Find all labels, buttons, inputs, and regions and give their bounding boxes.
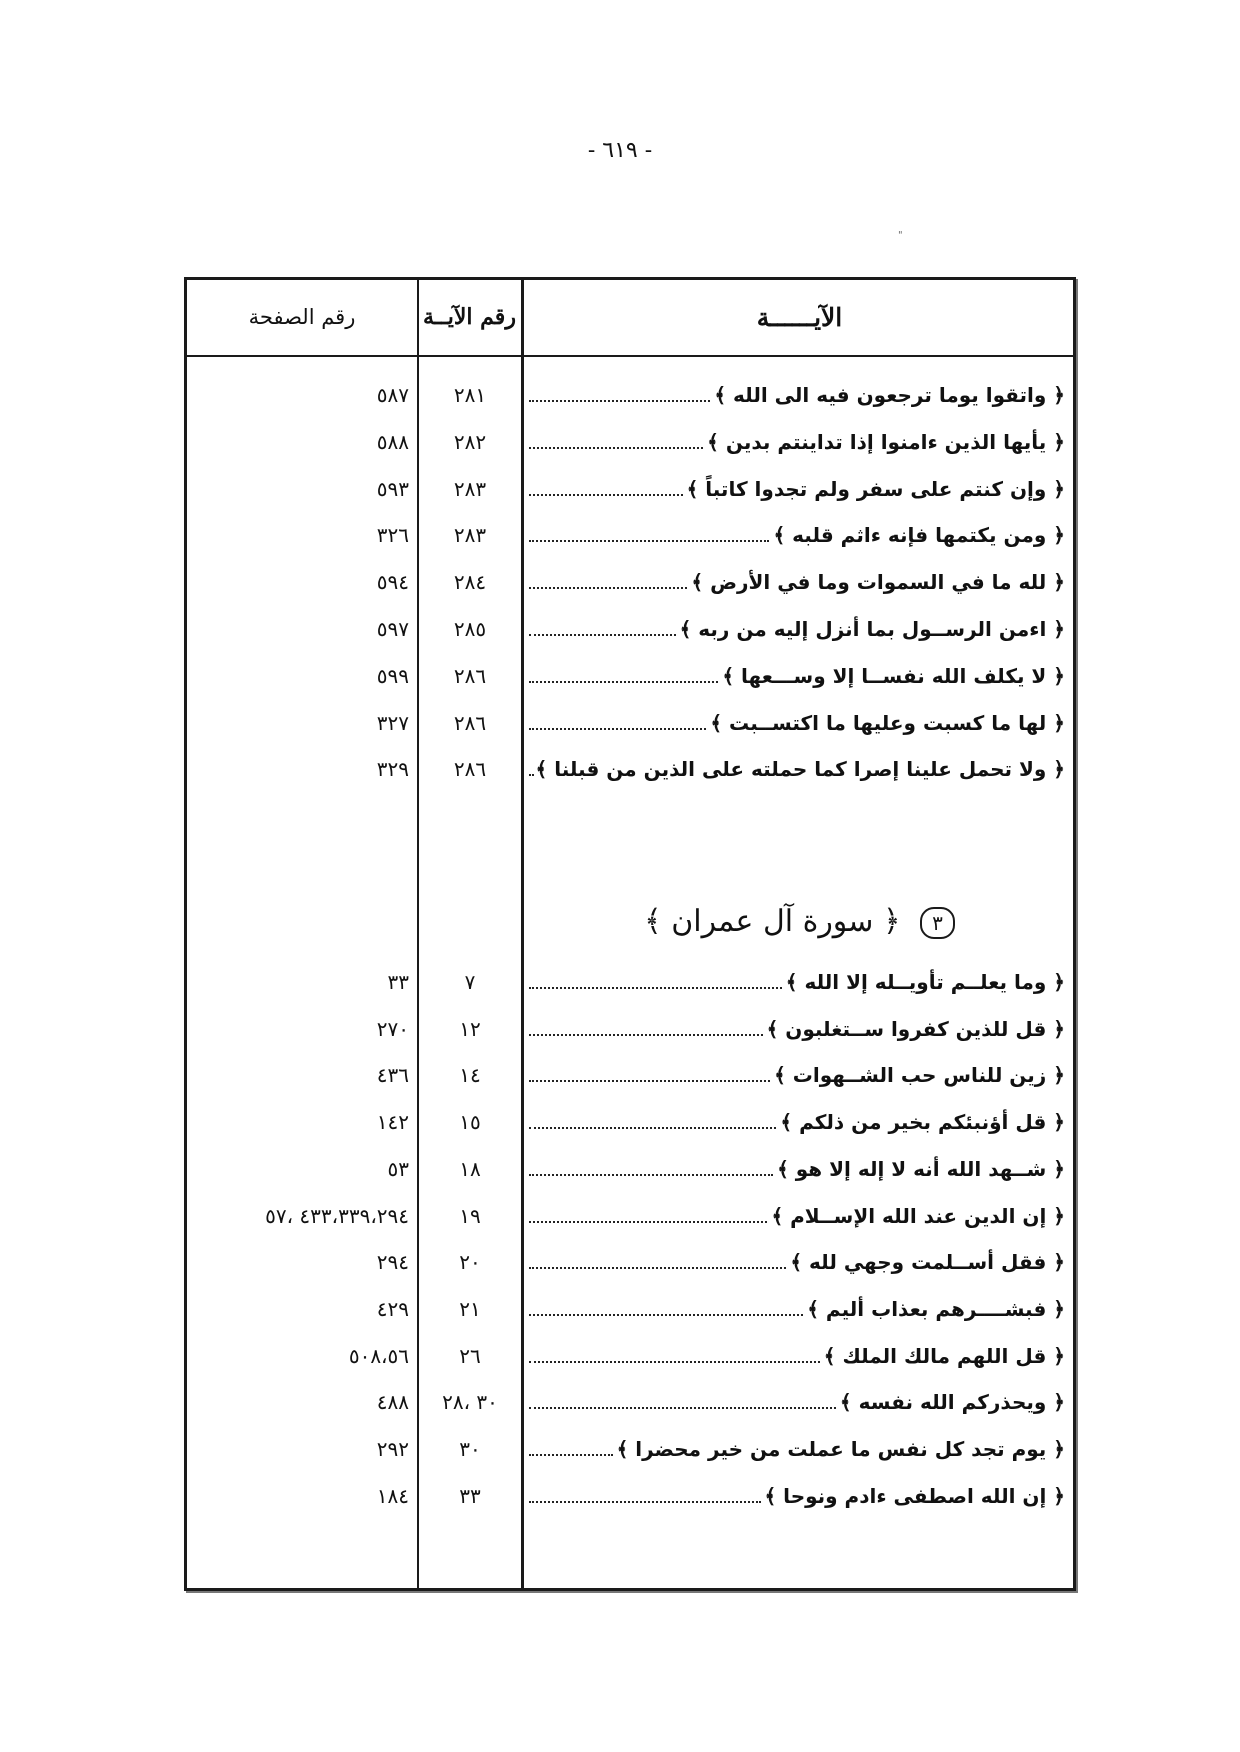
- ayah-number-cell: ١٩: [459, 1203, 481, 1228]
- page-number-cell: ٥٩٤: [376, 570, 409, 595]
- table-row: [187, 1194, 1073, 1238]
- ayah-number-cell: ٢٠: [459, 1250, 481, 1275]
- dot-leader: [529, 1361, 820, 1363]
- ayah-text-cell: [529, 747, 1065, 791]
- ayah-text-cell: [529, 1287, 1065, 1331]
- table-row: [187, 373, 1073, 417]
- table-row: [187, 1100, 1073, 1144]
- ayah-number-cell: ٣٠: [459, 1437, 481, 1461]
- ayah-text: ﴿ وما يعلــم تأويــله إلا الله ﴾: [785, 970, 1065, 994]
- table-row: [187, 420, 1073, 464]
- table-row: [187, 1474, 1073, 1518]
- ayah-text-cell: [529, 1147, 1065, 1191]
- page-number-cell: ٤٨٨: [376, 1390, 409, 1415]
- table-row: [187, 1427, 1073, 1471]
- ayah-text: ﴿ لا يكلف الله نفســا إلا وســـعها ﴾: [722, 663, 1065, 688]
- page-number-cell: ٤٢٩: [376, 1296, 409, 1321]
- ayah-text-cell: [529, 1053, 1065, 1097]
- ayah-text: ﴿ إن الدين عند الله الإســلام ﴾: [771, 1203, 1065, 1228]
- table-row: [187, 1287, 1073, 1331]
- dot-leader: [529, 1221, 767, 1223]
- dot-leader: [529, 1174, 773, 1176]
- ayah-text: ﴿ زين للناس حب الشــهوات ﴾: [774, 1063, 1065, 1088]
- dot-leader: [529, 1407, 836, 1409]
- table-row: [187, 960, 1073, 1004]
- ayah-text: ﴿ فبشــــرهم بعذاب أليم ﴾: [807, 1296, 1065, 1321]
- page-number-cell: ٥٨٨: [376, 429, 409, 454]
- table-row: [187, 467, 1073, 511]
- ayah-text-cell: [529, 607, 1065, 651]
- header-divider: [187, 355, 1073, 357]
- dot-leader: [529, 774, 532, 776]
- ayah-number-cell: ٣٣: [459, 1483, 481, 1508]
- ayah-text-cell: [529, 1007, 1065, 1051]
- ayah-text-cell: [529, 654, 1065, 698]
- ayah-text: ﴿ ويحذركم الله نفسه ﴾: [839, 1390, 1065, 1415]
- ayah-text-cell: [529, 420, 1065, 464]
- ayah-text-cell: [529, 701, 1065, 745]
- page-number-cell: ١٨٤: [376, 1483, 409, 1508]
- ayah-text: ﴿ إن الله اصطفى ءادم ونوحا ﴾: [764, 1483, 1065, 1508]
- dot-leader: [529, 400, 710, 402]
- table-row: [187, 1380, 1073, 1424]
- ayah-text: ﴿ قل للذين كفروا ســتغلبون ﴾: [766, 1016, 1065, 1041]
- dot-leader: [529, 1080, 770, 1082]
- header-ayah-number: رقم الآيــة: [423, 304, 516, 330]
- ayah-number-cell: ٢٨٣: [453, 523, 487, 548]
- ayah-text: ﴿ فقل أســلمت وجهي لله ﴾: [790, 1250, 1065, 1275]
- page-number-cell: ٣٣: [387, 970, 409, 994]
- dot-leader: [529, 634, 676, 636]
- table-row: [187, 1334, 1073, 1378]
- dot-leader: [529, 1314, 803, 1316]
- dot-leader: [529, 987, 782, 989]
- ayah-number-cell: ٢٨٦: [453, 757, 487, 782]
- ayah-number-cell: ٢٨٦: [453, 710, 487, 735]
- ayah-text: ﴿ يوم تجد كل نفس ما عملت من خير محضرا ﴾: [616, 1437, 1065, 1461]
- table-row: [187, 654, 1073, 698]
- dot-leader: [529, 1267, 786, 1269]
- page-number-cell: ٣٢٧: [376, 710, 409, 735]
- ayah-number-cell: ٢٨٣: [453, 476, 487, 501]
- verse-index-table: [184, 277, 1076, 1591]
- ayah-text: ﴿ ولا تحمل علينا إصرا كما حملته على الذين من قبلنا ﴾: [535, 757, 1065, 782]
- ayah-text: ﴿ قل أؤنبئكم بخير من ذلكم ﴾: [780, 1110, 1065, 1135]
- dot-leader: [529, 728, 706, 730]
- page-number-cell: ١٤٢: [376, 1110, 409, 1135]
- ayah-text-cell: [529, 373, 1065, 417]
- page-number-cell: ٣٢٩: [376, 757, 409, 782]
- table-row: [187, 513, 1073, 557]
- page-number-cell: ٢٩٤: [376, 1250, 409, 1275]
- ayah-text-cell: [529, 1427, 1065, 1471]
- page-number-cell: ٤٣٣،٣٣٩،٢٩٤ ،٥٧: [265, 1203, 409, 1228]
- ayah-text: ﴿ وإن كنتم على سفر ولم تجدوا كاتباً ﴾: [686, 476, 1065, 501]
- ayah-number-cell: ٣٠ ،٢٨: [442, 1390, 498, 1415]
- page-number-cell: ٥٩٧: [376, 617, 409, 641]
- ayah-text-cell: [529, 513, 1065, 557]
- table-row: [187, 560, 1073, 604]
- ayah-text: ﴿ قل اللهم مالك الملك ﴾: [823, 1343, 1065, 1368]
- dot-leader: [529, 540, 769, 542]
- header-ayah: الآيــــــة: [756, 303, 843, 332]
- ayah-number-cell: ٢٨٤: [453, 570, 487, 595]
- dot-leader: [529, 681, 718, 683]
- ayah-number-cell: ١٤: [459, 1063, 481, 1088]
- page-number: - ٦١٩ -: [587, 138, 653, 163]
- ayah-text-cell: [529, 1334, 1065, 1378]
- page-number-cell: ٢٩٢: [376, 1437, 409, 1461]
- surah-title-text: ﴿ سورة آل عمران ﴾: [644, 904, 901, 939]
- table-row: [187, 1147, 1073, 1191]
- ayah-number-cell: ٢١: [459, 1296, 481, 1321]
- ayah-number-cell: ٢٨٢: [453, 429, 487, 454]
- page-number-cell: ٢٧٠: [376, 1016, 409, 1041]
- dot-leader: [529, 494, 683, 496]
- page-number-cell: ٥٠٨،٥٦: [348, 1343, 409, 1368]
- ayah-text: ﴿ اءمن الرســول بما أنزل إليه من ربه ﴾: [679, 617, 1065, 641]
- page-number-cell: ٤٣٦: [376, 1063, 409, 1088]
- ayah-text: ﴿ لله ما في السموات وما في الأرض ﴾: [691, 570, 1065, 595]
- header-page-number: رقم الصفحة: [248, 305, 356, 329]
- table-row: [187, 607, 1073, 651]
- ayah-number-cell: ٢٨٥: [453, 617, 487, 641]
- ayah-text-cell: [529, 1194, 1065, 1238]
- ayah-text-cell: [529, 560, 1065, 604]
- page-number-cell: ٥٩٩: [376, 663, 409, 688]
- ayah-text-cell: [529, 1100, 1065, 1144]
- page-number-cell: ٣٢٦: [376, 523, 409, 548]
- ayah-text: ﴿ لها ما كسبت وعليها ما اكتســبت ﴾: [710, 710, 1065, 735]
- table-row: [187, 1053, 1073, 1097]
- ayah-text-cell: [529, 1474, 1065, 1518]
- ayah-number-cell: ٢٨٦: [453, 663, 487, 688]
- dot-leader: [529, 1034, 763, 1036]
- table-row: [187, 1007, 1073, 1051]
- dot-leader: [529, 1454, 613, 1456]
- ayah-number-cell: ٢٨١: [453, 383, 487, 407]
- surah-number-badge: ٣: [920, 907, 955, 939]
- ayah-number-cell: ٧: [464, 970, 476, 994]
- ayah-number-cell: ٢٦: [459, 1343, 481, 1368]
- ayah-number-cell: ١٥: [459, 1110, 481, 1135]
- ayah-number-cell: ١٢: [459, 1016, 481, 1041]
- ayah-text: ﴿ واتقوا يوما ترجعون فيه الى الله ﴾: [714, 383, 1065, 407]
- table-row: [187, 701, 1073, 745]
- dot-leader: [529, 447, 703, 449]
- ayah-text: ﴿ شــهد الله أنه لا إله إلا هو ﴾: [777, 1156, 1065, 1181]
- ayah-text: ﴿ ومن يكتمها فإنه ءاثم قلبه ﴾: [773, 523, 1065, 548]
- page-number-cell: ٥٨٧: [376, 383, 409, 407]
- page-number-cell: ٥٩٣: [376, 476, 409, 501]
- scan-speck: ": [898, 230, 903, 241]
- ayah-text-cell: [529, 1380, 1065, 1424]
- dot-leader: [529, 587, 687, 589]
- table-row: [187, 747, 1073, 791]
- table-row: [187, 1240, 1073, 1284]
- ayah-number-cell: ١٨: [459, 1156, 481, 1181]
- ayah-text-cell: [529, 467, 1065, 511]
- ayah-text-cell: [529, 1240, 1065, 1284]
- dot-leader: [529, 1501, 761, 1503]
- ayah-text: ﴿ يأيها الذين ءامنوا إذا تداينتم بدين ﴾: [707, 429, 1065, 454]
- dot-leader: [529, 1127, 776, 1129]
- page-number-cell: ٥٣: [387, 1156, 409, 1181]
- ayah-text-cell: [529, 960, 1065, 1004]
- surah-heading: [523, 892, 1076, 952]
